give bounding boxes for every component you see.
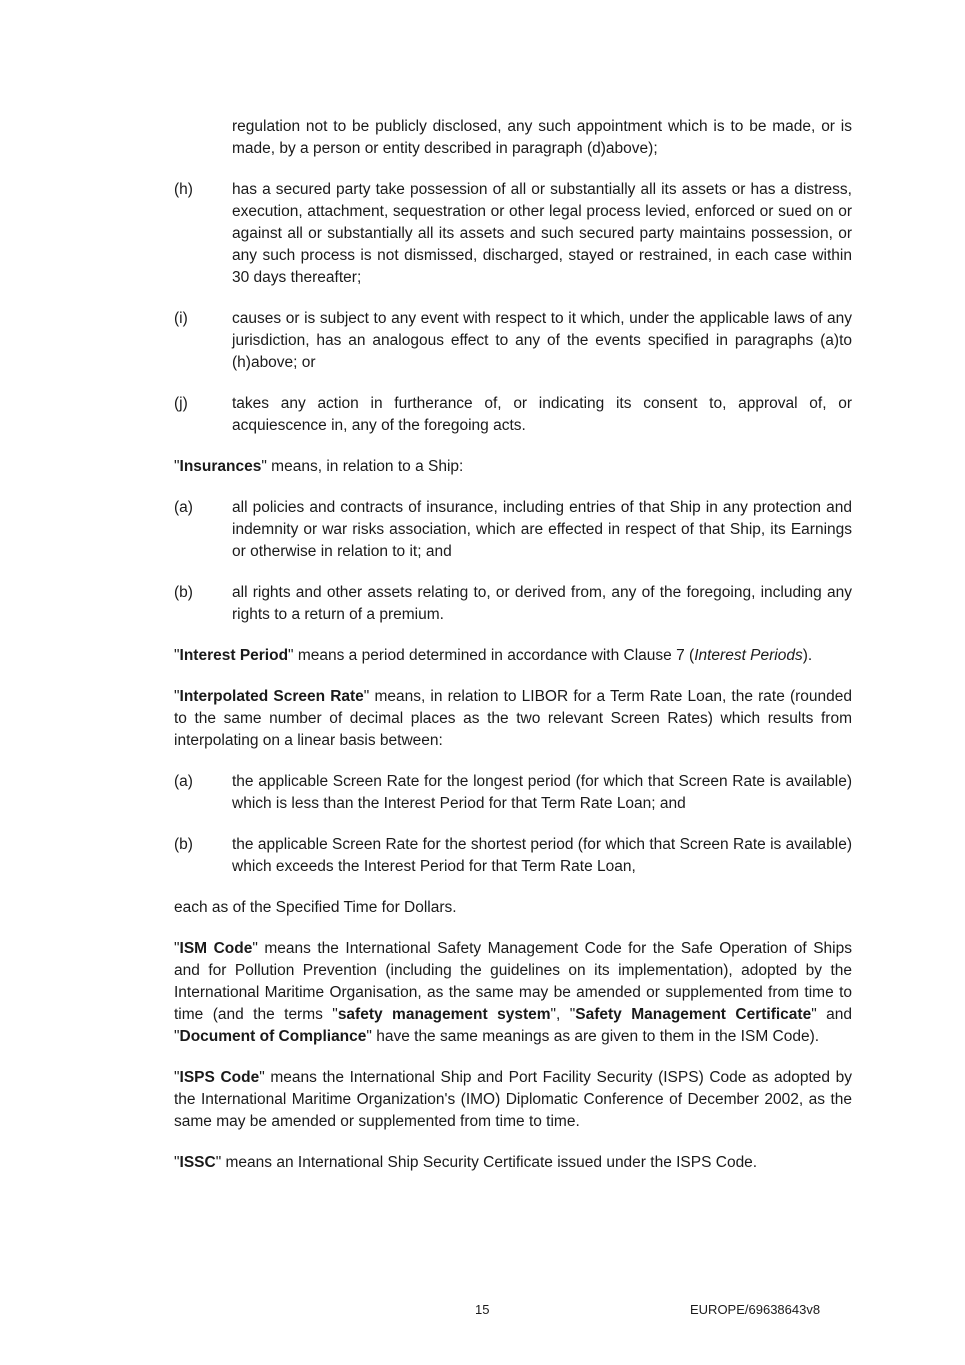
insurances-item-b: [174, 582, 852, 626]
list-item-number: (h): [174, 181, 193, 198]
defined-term-doc: Document of Compliance: [179, 1028, 367, 1045]
list-item-number: (b): [174, 584, 193, 601]
definition-text: " means the International Ship and Port Facility Security (ISPS) Code as adopted by the International Maritime Organization's (IMO) Diplomatic Conference of December 2002, as the same may be amended or supplemented from time to time.: [174, 1069, 852, 1130]
list-item-number: (a): [174, 499, 193, 516]
definition-interpolated-screen-rate: [174, 686, 852, 752]
definition-text: " means, in relation to LIBOR for a Term Rate Loan, the rate (rounded to the same number of decimal places as the two relevant Screen Rates) which results from interpolating on a linear basis between:: [174, 688, 853, 749]
list-item-i: [174, 308, 852, 374]
clause-reference: Interest Periods: [694, 647, 803, 664]
list-item-text: has a secured party take possession of all or substantially all its assets or has a distress, execution, attachment, sequestration or other legal process levied, enforced or sued on or against all or substantially all its assets and such secured party maintains possession, or any such process is not dismissed, discharged, stayed or restrained, in each case within 30 days thereafter;: [232, 181, 852, 286]
definition-text: " means the International Safety Management Code for the Safe Operation of Ships and for Pollution Prevention (including the guidelines on its implementation), adopted by the International Maritime Organisation, as the same may be amended or supplemented from time to time (and the terms ": [174, 940, 852, 1023]
definition-text: ", ": [550, 1006, 576, 1023]
list-item-text: takes any action in furtherance of, or indicating its consent to, approval of, or acquiescence in, any of the foregoing acts.: [232, 395, 852, 434]
quote-mark: ": [174, 1069, 180, 1086]
list-item-text: the applicable Screen Rate for the shortest period (for which that Screen Rate is available) which exceeds the Interest Period for that Term Rate Loan,: [232, 836, 852, 875]
quote-mark: ": [174, 458, 180, 475]
insurances-item-a: [174, 497, 852, 563]
list-item-text: all policies and contracts of insurance, including entries of that Ship in any protection and indemnity or war risks association, which are effected in respect of that Ship, its Earnings or otherwise in relation to it; and: [232, 499, 852, 560]
definition-insurances: [174, 456, 852, 478]
definition-text: " and ": [174, 1006, 852, 1045]
list-item-number: (b): [174, 836, 193, 853]
definition-interest-period: [174, 645, 852, 667]
definition-text: " means a period determined in accordance with Clause 7 (: [288, 647, 695, 664]
definition-text: " means an International Ship Security Certificate issued under the ISPS Code.: [215, 1154, 758, 1171]
defined-term: Insurances: [179, 458, 262, 475]
quote-mark: ": [174, 688, 180, 705]
definition-text: " means, in relation to a Ship:: [261, 458, 464, 475]
definition-isps-code: [174, 1067, 852, 1133]
list-item-h: [174, 179, 852, 289]
definition-ism-code: [174, 938, 852, 1048]
list-item-j: [174, 393, 852, 437]
defined-term: ISPS Code: [179, 1069, 260, 1086]
defined-term-sms: safety management system: [337, 1006, 551, 1023]
list-item-text: all rights and other assets relating to, or derived from, any of the foregoing, including any rights to a return of a premium.: [232, 584, 852, 623]
defined-term: ISM Code: [179, 940, 253, 957]
list-item-number: (a): [174, 773, 193, 790]
quote-mark: ": [174, 940, 180, 957]
document-reference: EUROPE/69638643v8: [690, 1302, 821, 1317]
quote-mark: ": [174, 1154, 180, 1171]
quote-mark: ": [174, 647, 180, 664]
interpolated-tail: each as of the Specified Time for Dollars.: [174, 899, 457, 916]
defined-term: Interest Period: [179, 647, 289, 664]
interpolated-item-b: [174, 834, 852, 878]
carryover-paragraph: regulation not to be publicly disclosed, any such appointment which is to be made, or is made, by a person or entity described in paragraph (d)above);: [232, 118, 852, 157]
definition-issc: [174, 1152, 852, 1174]
list-item-number: (j): [174, 395, 188, 412]
defined-term-smc: Safety Management Certificate: [575, 1006, 812, 1023]
list-item-text: causes or is subject to any event with respect to it which, under the applicable laws of any jurisdiction, has an analogous effect to any of the events specified in paragraphs (a)to (h)above; or: [232, 310, 852, 371]
list-item-number: (i): [174, 310, 188, 327]
defined-term: ISSC: [179, 1154, 216, 1171]
list-item-text: the applicable Screen Rate for the longest period (for which that Screen Rate is available) which is less than the Interest Period for that Term Rate Loan; and: [232, 773, 852, 812]
definition-text: " have the same meanings as are given to them in the ISM Code).: [366, 1028, 820, 1045]
page-body: [174, 116, 852, 1193]
definition-text-end: ).: [802, 647, 813, 664]
interpolated-item-a: [174, 771, 852, 815]
defined-term: Interpolated Screen Rate: [179, 688, 364, 705]
page-number: 15: [475, 1302, 490, 1317]
